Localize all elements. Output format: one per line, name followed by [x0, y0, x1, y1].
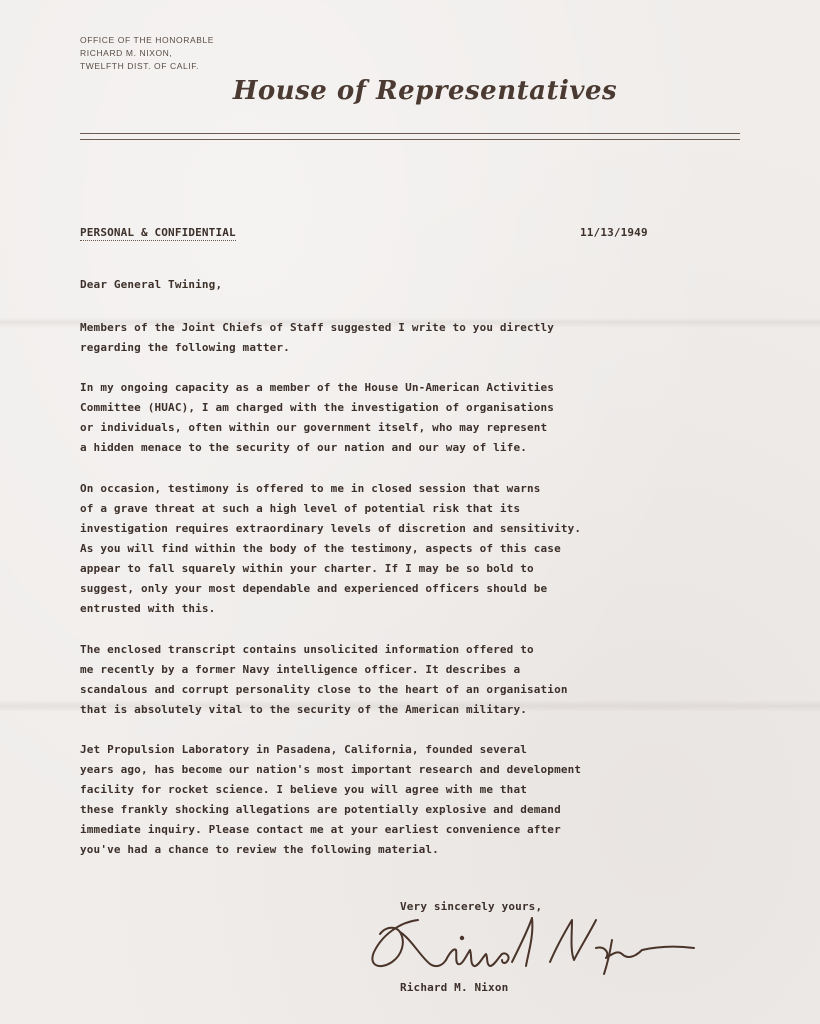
- masthead-title: House of Representatives: [232, 76, 618, 106]
- paragraph-5: [80, 740, 700, 860]
- paragraph-line: or individuals, often within our government itself, who may represent: [80, 421, 548, 434]
- paragraph-1: [80, 318, 700, 358]
- paragraph-line: appear to fall squarely within your charter. If I may be so bold to: [80, 562, 534, 575]
- paragraph-line: As you will find within the body of the testimony, aspects of this case: [80, 542, 561, 555]
- paragraph-line: In my ongoing capacity as a member of the House Un-American Activities: [80, 381, 555, 394]
- paragraph-line: The enclosed transcript contains unsolicited information offered to: [80, 643, 534, 656]
- paragraph-line: entrusted with this.: [80, 602, 216, 615]
- paragraph-line: scandalous and corrupt personality close to the heart of an organisation: [80, 683, 568, 696]
- salutation: Dear General Twining,: [80, 278, 223, 291]
- signer-name: Richard M. Nixon: [400, 981, 509, 994]
- paragraph-line: On occasion, testimony is offered to me in closed session that warns: [80, 482, 541, 495]
- letterhead-office: [80, 34, 214, 73]
- paragraph-line: these frankly shocking allegations are potentially explosive and demand: [80, 803, 561, 816]
- paragraph-4: [80, 640, 700, 720]
- masthead-rule-top: [80, 133, 740, 134]
- letterhead-line: RICHARD M. NIXON,: [80, 48, 173, 58]
- paragraph-line: years ago, has become our nation's most important research and development: [80, 763, 582, 776]
- letterhead-line: OFFICE OF THE HONORABLE: [80, 35, 215, 45]
- paragraph-line: a hidden menace to the security of our nation and our way of life.: [80, 441, 527, 454]
- closing: Very sincerely yours,: [400, 900, 543, 913]
- paragraph-line: Members of the Joint Chiefs of Staff suggested I write to you directly: [80, 321, 555, 334]
- paragraph-line: facility for rocket science. I believe you will agree with me that: [80, 783, 527, 796]
- paragraph-line: me recently by a former Navy intelligence officer. It describes a: [80, 663, 521, 676]
- paragraph-3: [80, 479, 700, 619]
- paragraph-line: Committee (HUAC), I am charged with the investigation of organisations: [80, 401, 555, 414]
- paragraph-line: Jet Propulsion Laboratory in Pasadena, California, founded several: [80, 743, 527, 756]
- masthead-rule-bottom: [80, 139, 740, 140]
- paragraph-line: immediate inquiry. Please contact me at your earliest convenience after: [80, 823, 561, 836]
- paragraph-line: investigation requires extraordinary levels of discretion and sensitivity.: [80, 522, 582, 535]
- letterhead-line: TWELFTH DIST. OF CALIF.: [80, 61, 200, 71]
- letter-date: 11/13/1949: [580, 226, 648, 239]
- confidential-marking: PERSONAL & CONFIDENTIAL: [80, 226, 236, 239]
- paragraph-line: you've had a chance to review the following material.: [80, 843, 439, 856]
- paragraph-2: [80, 378, 700, 458]
- paragraph-line: of a grave threat at such a high level of potential risk that its: [80, 502, 521, 515]
- handwritten-signature: [360, 900, 700, 980]
- paragraph-line: suggest, only your most dependable and experienced officers should be: [80, 582, 548, 595]
- paragraph-line: regarding the following matter.: [80, 341, 290, 354]
- paragraph-line: that is absolutely vital to the security of the American military.: [80, 703, 527, 716]
